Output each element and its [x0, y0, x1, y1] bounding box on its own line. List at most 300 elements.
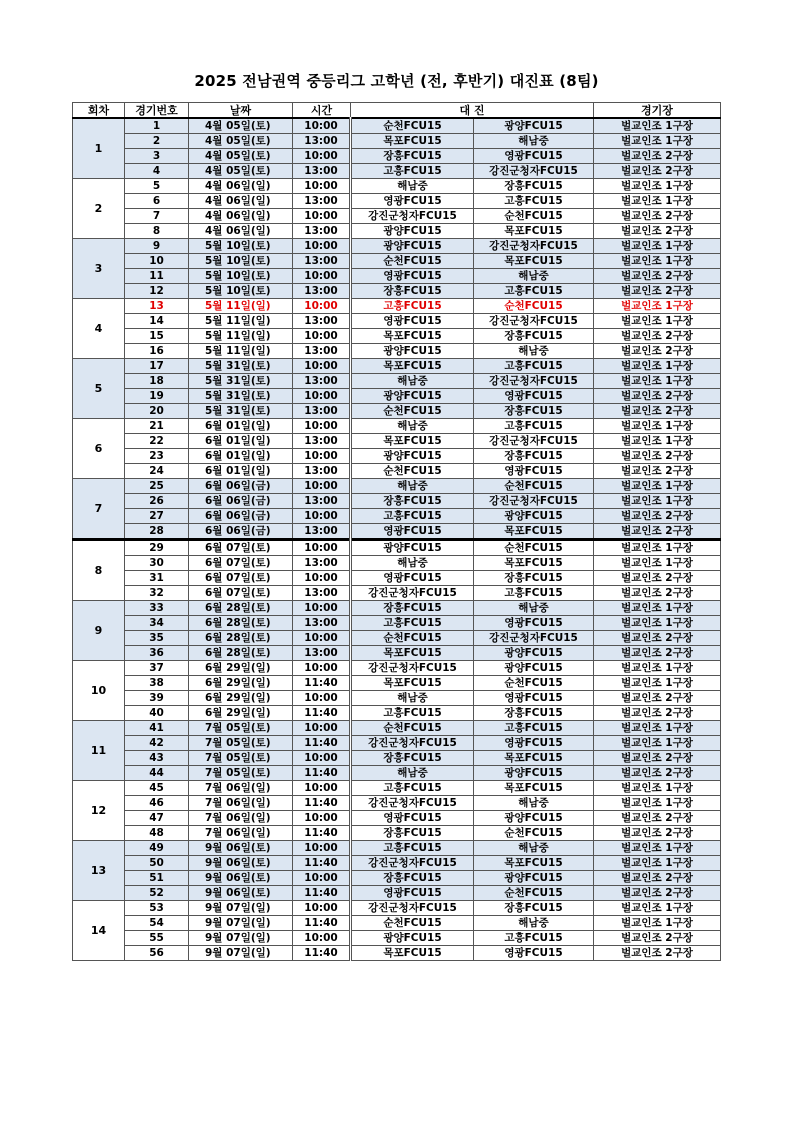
table-row: [73, 524, 721, 540]
date-cell: 5월 31일(토): [189, 404, 293, 419]
game-no-cell: 46: [125, 796, 189, 811]
venue-cell: 벌교인조 2구장: [594, 766, 721, 781]
venue-cell: 벌교인조 2구장: [594, 524, 721, 540]
time-cell: 10:00: [293, 509, 351, 524]
table-row: [73, 856, 721, 871]
table-row: [73, 901, 721, 916]
game-no-cell: 11: [125, 269, 189, 284]
venue-cell: 벌교인조 2구장: [594, 586, 721, 601]
date-cell: 4월 05일(토): [189, 149, 293, 164]
team-away-cell: 영광FCU15: [474, 149, 594, 164]
time-cell: 13:00: [293, 254, 351, 269]
header-match: 대 진: [351, 103, 594, 119]
table-row: [73, 509, 721, 524]
header-time: 시간: [293, 103, 351, 119]
team-home-cell: 고흥FCU15: [351, 164, 474, 179]
team-home-cell: 영광FCU15: [351, 314, 474, 329]
team-home-cell: 강진군청자FCU15: [351, 796, 474, 811]
time-cell: 10:00: [293, 721, 351, 736]
game-no-cell: 25: [125, 479, 189, 494]
team-home-cell: 고흥FCU15: [351, 841, 474, 856]
time-cell: 11:40: [293, 856, 351, 871]
date-cell: 6월 01일(일): [189, 419, 293, 434]
venue-cell: 벌교인조 2구장: [594, 209, 721, 224]
date-cell: 6월 29일(일): [189, 661, 293, 676]
time-cell: 10:00: [293, 601, 351, 616]
date-cell: 5월 11일(일): [189, 329, 293, 344]
date-cell: 4월 05일(토): [189, 118, 293, 134]
venue-cell: 벌교인조 1구장: [594, 419, 721, 434]
date-cell: 9월 07일(일): [189, 901, 293, 916]
header-venue: 경기장: [594, 103, 721, 119]
header-date: 날짜: [189, 103, 293, 119]
team-home-cell: 순천FCU15: [351, 721, 474, 736]
team-home-cell: 해남중: [351, 374, 474, 389]
time-cell: 13:00: [293, 434, 351, 449]
game-no-cell: 3: [125, 149, 189, 164]
venue-cell: 벌교인조 1구장: [594, 179, 721, 194]
venue-cell: 벌교인조 2구장: [594, 389, 721, 404]
table-row: [73, 886, 721, 901]
date-cell: 7월 05일(토): [189, 736, 293, 751]
time-cell: 10:00: [293, 540, 351, 556]
table-row: [73, 556, 721, 571]
table-row: [73, 826, 721, 841]
team-home-cell: 강진군청자FCU15: [351, 209, 474, 224]
team-home-cell: 영광FCU15: [351, 524, 474, 540]
game-no-cell: 34: [125, 616, 189, 631]
time-cell: 11:40: [293, 826, 351, 841]
table-row: [73, 118, 721, 134]
game-no-cell: 47: [125, 811, 189, 826]
team-home-cell: 장흥FCU15: [351, 751, 474, 766]
date-cell: 9월 07일(일): [189, 931, 293, 946]
table-row: [73, 571, 721, 586]
date-cell: 5월 10일(토): [189, 269, 293, 284]
table-row: [73, 449, 721, 464]
table-row: [73, 284, 721, 299]
table-row: [73, 751, 721, 766]
team-home-cell: 광양FCU15: [351, 540, 474, 556]
team-away-cell: 목포FCU15: [474, 781, 594, 796]
date-cell: 5월 10일(토): [189, 239, 293, 254]
time-cell: 10:00: [293, 691, 351, 706]
team-away-cell: 장흥FCU15: [474, 404, 594, 419]
round-cell: 14: [73, 901, 125, 961]
team-away-cell: 해남중: [474, 601, 594, 616]
round-cell: 8: [73, 540, 125, 601]
date-cell: 6월 29일(일): [189, 691, 293, 706]
header-row: [73, 103, 721, 119]
header-round: 회차: [73, 103, 125, 119]
date-cell: 9월 06일(토): [189, 856, 293, 871]
game-no-cell: 22: [125, 434, 189, 449]
team-away-cell: 목포FCU15: [474, 856, 594, 871]
table-row: [73, 691, 721, 706]
team-away-cell: 영광FCU15: [474, 464, 594, 479]
table-row: [73, 796, 721, 811]
team-home-cell: 영광FCU15: [351, 886, 474, 901]
game-no-cell: 20: [125, 404, 189, 419]
team-away-cell: 강진군청자FCU15: [474, 164, 594, 179]
date-cell: 6월 06일(금): [189, 524, 293, 540]
team-away-cell: 순천FCU15: [474, 299, 594, 314]
team-home-cell: 고흥FCU15: [351, 781, 474, 796]
team-away-cell: 해남중: [474, 841, 594, 856]
venue-cell: 벌교인조 1구장: [594, 134, 721, 149]
venue-cell: 벌교인조 1구장: [594, 479, 721, 494]
team-home-cell: 영광FCU15: [351, 571, 474, 586]
venue-cell: 벌교인조 2구장: [594, 164, 721, 179]
date-cell: 9월 06일(토): [189, 841, 293, 856]
game-no-cell: 21: [125, 419, 189, 434]
game-no-cell: 31: [125, 571, 189, 586]
team-home-cell: 순천FCU15: [351, 464, 474, 479]
team-away-cell: 목포FCU15: [474, 224, 594, 239]
team-home-cell: 광양FCU15: [351, 931, 474, 946]
game-no-cell: 16: [125, 344, 189, 359]
table-row: [73, 134, 721, 149]
team-away-cell: 고흥FCU15: [474, 359, 594, 374]
game-no-cell: 19: [125, 389, 189, 404]
team-home-cell: 해남중: [351, 179, 474, 194]
team-home-cell: 장흥FCU15: [351, 494, 474, 509]
date-cell: 6월 29일(일): [189, 676, 293, 691]
date-cell: 6월 28일(토): [189, 616, 293, 631]
table-row: [73, 736, 721, 751]
venue-cell: 벌교인조 2구장: [594, 344, 721, 359]
time-cell: 11:40: [293, 676, 351, 691]
game-no-cell: 33: [125, 601, 189, 616]
venue-cell: 벌교인조 1구장: [594, 374, 721, 389]
team-away-cell: 순천FCU15: [474, 479, 594, 494]
team-away-cell: 장흥FCU15: [474, 901, 594, 916]
time-cell: 10:00: [293, 118, 351, 134]
schedule-table: [72, 102, 721, 961]
team-home-cell: 해남중: [351, 479, 474, 494]
time-cell: 10:00: [293, 179, 351, 194]
team-home-cell: 고흥FCU15: [351, 509, 474, 524]
team-away-cell: 광양FCU15: [474, 766, 594, 781]
venue-cell: 벌교인조 2구장: [594, 329, 721, 344]
date-cell: 6월 01일(일): [189, 464, 293, 479]
table-row: [73, 329, 721, 344]
time-cell: 10:00: [293, 811, 351, 826]
table-row: [73, 931, 721, 946]
venue-cell: 벌교인조 1구장: [594, 494, 721, 509]
team-home-cell: 고흥FCU15: [351, 616, 474, 631]
time-cell: 10:00: [293, 781, 351, 796]
time-cell: 13:00: [293, 314, 351, 329]
game-no-cell: 54: [125, 916, 189, 931]
table-row: [73, 601, 721, 616]
date-cell: 9월 07일(일): [189, 946, 293, 961]
game-no-cell: 56: [125, 946, 189, 961]
game-no-cell: 50: [125, 856, 189, 871]
venue-cell: 벌교인조 1구장: [594, 434, 721, 449]
team-away-cell: 영광FCU15: [474, 736, 594, 751]
game-no-cell: 24: [125, 464, 189, 479]
team-away-cell: 해남중: [474, 344, 594, 359]
header-game-no: 경기번호: [125, 103, 189, 119]
date-cell: 5월 10일(토): [189, 254, 293, 269]
table-row: [73, 706, 721, 721]
time-cell: 10:00: [293, 419, 351, 434]
table-row: [73, 299, 721, 314]
date-cell: 5월 11일(일): [189, 344, 293, 359]
game-no-cell: 9: [125, 239, 189, 254]
team-home-cell: 해남중: [351, 419, 474, 434]
team-away-cell: 순천FCU15: [474, 209, 594, 224]
venue-cell: 벌교인조 1구장: [594, 616, 721, 631]
time-cell: 13:00: [293, 616, 351, 631]
round-cell: 2: [73, 179, 125, 239]
date-cell: 4월 05일(토): [189, 164, 293, 179]
team-home-cell: 순천FCU15: [351, 916, 474, 931]
table-row: [73, 631, 721, 646]
table-row: [73, 916, 721, 931]
team-away-cell: 영광FCU15: [474, 946, 594, 961]
date-cell: 7월 05일(토): [189, 751, 293, 766]
date-cell: 5월 31일(토): [189, 374, 293, 389]
time-cell: 13:00: [293, 164, 351, 179]
team-home-cell: 장흥FCU15: [351, 826, 474, 841]
date-cell: 6월 07일(토): [189, 571, 293, 586]
team-away-cell: 영광FCU15: [474, 691, 594, 706]
venue-cell: 벌교인조 1구장: [594, 540, 721, 556]
team-home-cell: 장흥FCU15: [351, 871, 474, 886]
time-cell: 10:00: [293, 299, 351, 314]
venue-cell: 벌교인조 2구장: [594, 224, 721, 239]
table-row: [73, 781, 721, 796]
team-home-cell: 순천FCU15: [351, 118, 474, 134]
team-home-cell: 순천FCU15: [351, 631, 474, 646]
table-row: [73, 676, 721, 691]
team-home-cell: 목포FCU15: [351, 329, 474, 344]
team-home-cell: 장흥FCU15: [351, 284, 474, 299]
game-no-cell: 45: [125, 781, 189, 796]
team-away-cell: 광양FCU15: [474, 811, 594, 826]
time-cell: 13:00: [293, 134, 351, 149]
time-cell: 10:00: [293, 571, 351, 586]
game-no-cell: 15: [125, 329, 189, 344]
game-no-cell: 14: [125, 314, 189, 329]
game-no-cell: 51: [125, 871, 189, 886]
venue-cell: 벌교인조 2구장: [594, 751, 721, 766]
game-no-cell: 42: [125, 736, 189, 751]
round-cell: 9: [73, 601, 125, 661]
time-cell: 11:40: [293, 946, 351, 961]
date-cell: 5월 31일(토): [189, 359, 293, 374]
venue-cell: 벌교인조 2구장: [594, 871, 721, 886]
table-row: [73, 344, 721, 359]
date-cell: 4월 06일(일): [189, 179, 293, 194]
table-row: [73, 314, 721, 329]
page-title: 2025 전남권역 중등리그 고학년 (전, 후반기) 대진표 (8팀): [194, 72, 599, 90]
date-cell: 7월 05일(토): [189, 766, 293, 781]
venue-cell: 벌교인조 1구장: [594, 299, 721, 314]
time-cell: 11:40: [293, 706, 351, 721]
time-cell: 10:00: [293, 209, 351, 224]
team-away-cell: 강진군청자FCU15: [474, 239, 594, 254]
team-home-cell: 목포FCU15: [351, 946, 474, 961]
team-home-cell: 해남중: [351, 556, 474, 571]
time-cell: 11:40: [293, 886, 351, 901]
game-no-cell: 5: [125, 179, 189, 194]
team-away-cell: 강진군청자FCU15: [474, 434, 594, 449]
venue-cell: 벌교인조 2구장: [594, 946, 721, 961]
game-no-cell: 12: [125, 284, 189, 299]
time-cell: 10:00: [293, 661, 351, 676]
game-no-cell: 1: [125, 118, 189, 134]
game-no-cell: 18: [125, 374, 189, 389]
round-cell: 10: [73, 661, 125, 721]
team-home-cell: 광양FCU15: [351, 344, 474, 359]
venue-cell: 벌교인조 1구장: [594, 901, 721, 916]
table-row: [73, 841, 721, 856]
table-row: [73, 586, 721, 601]
time-cell: 10:00: [293, 329, 351, 344]
team-away-cell: 장흥FCU15: [474, 706, 594, 721]
venue-cell: 벌교인조 2구장: [594, 509, 721, 524]
venue-cell: 벌교인조 2구장: [594, 571, 721, 586]
date-cell: 6월 28일(토): [189, 631, 293, 646]
round-cell: 12: [73, 781, 125, 841]
table-row: [73, 239, 721, 254]
venue-cell: 벌교인조 2구장: [594, 404, 721, 419]
table-row: [73, 766, 721, 781]
venue-cell: 벌교인조 2구장: [594, 464, 721, 479]
date-cell: 5월 31일(토): [189, 389, 293, 404]
time-cell: 11:40: [293, 766, 351, 781]
team-home-cell: 광양FCU15: [351, 449, 474, 464]
team-home-cell: 목포FCU15: [351, 434, 474, 449]
game-no-cell: 30: [125, 556, 189, 571]
date-cell: 9월 07일(일): [189, 916, 293, 931]
team-away-cell: 장흥FCU15: [474, 179, 594, 194]
table-row: [73, 359, 721, 374]
team-away-cell: 장흥FCU15: [474, 329, 594, 344]
time-cell: 10:00: [293, 631, 351, 646]
team-away-cell: 해남중: [474, 269, 594, 284]
date-cell: 6월 07일(토): [189, 586, 293, 601]
time-cell: 13:00: [293, 464, 351, 479]
date-cell: 7월 06일(일): [189, 796, 293, 811]
venue-cell: 벌교인조 1구장: [594, 254, 721, 269]
team-home-cell: 목포FCU15: [351, 676, 474, 691]
game-no-cell: 32: [125, 586, 189, 601]
team-away-cell: 광양FCU15: [474, 661, 594, 676]
venue-cell: 벌교인조 2구장: [594, 811, 721, 826]
team-home-cell: 광양FCU15: [351, 239, 474, 254]
date-cell: 6월 07일(토): [189, 556, 293, 571]
table-row: [73, 946, 721, 961]
team-away-cell: 강진군청자FCU15: [474, 494, 594, 509]
game-no-cell: 28: [125, 524, 189, 540]
round-cell: 3: [73, 239, 125, 299]
team-away-cell: 해남중: [474, 796, 594, 811]
time-cell: 13:00: [293, 556, 351, 571]
game-no-cell: 8: [125, 224, 189, 239]
date-cell: 9월 06일(토): [189, 886, 293, 901]
team-away-cell: 광양FCU15: [474, 646, 594, 661]
venue-cell: 벌교인조 1구장: [594, 314, 721, 329]
date-cell: 5월 10일(토): [189, 284, 293, 299]
team-home-cell: 해남중: [351, 766, 474, 781]
team-away-cell: 해남중: [474, 916, 594, 931]
team-away-cell: 장흥FCU15: [474, 449, 594, 464]
time-cell: 13:00: [293, 494, 351, 509]
team-home-cell: 목포FCU15: [351, 134, 474, 149]
team-home-cell: 광양FCU15: [351, 389, 474, 404]
venue-cell: 벌교인조 2구장: [594, 931, 721, 946]
table-row: [73, 404, 721, 419]
team-away-cell: 순천FCU15: [474, 826, 594, 841]
venue-cell: 벌교인조 1구장: [594, 601, 721, 616]
team-away-cell: 순천FCU15: [474, 540, 594, 556]
venue-cell: 벌교인조 1구장: [594, 856, 721, 871]
game-no-cell: 38: [125, 676, 189, 691]
date-cell: 6월 29일(일): [189, 706, 293, 721]
table-row: [73, 464, 721, 479]
team-away-cell: 고흥FCU15: [474, 419, 594, 434]
time-cell: 13:00: [293, 194, 351, 209]
venue-cell: 벌교인조 1구장: [594, 556, 721, 571]
round-cell: 1: [73, 118, 125, 179]
team-away-cell: 영광FCU15: [474, 389, 594, 404]
team-home-cell: 장흥FCU15: [351, 149, 474, 164]
table-row: [73, 540, 721, 556]
time-cell: 13:00: [293, 374, 351, 389]
date-cell: 6월 06일(금): [189, 479, 293, 494]
game-no-cell: 17: [125, 359, 189, 374]
table-row: [73, 149, 721, 164]
round-cell: 11: [73, 721, 125, 781]
table-row: [73, 164, 721, 179]
table-row: [73, 434, 721, 449]
team-home-cell: 순천FCU15: [351, 404, 474, 419]
venue-cell: 벌교인조 2구장: [594, 449, 721, 464]
game-no-cell: 53: [125, 901, 189, 916]
date-cell: 7월 05일(토): [189, 721, 293, 736]
table-row: [73, 389, 721, 404]
table-row: [73, 721, 721, 736]
table-row: [73, 616, 721, 631]
table-row: [73, 209, 721, 224]
game-no-cell: 39: [125, 691, 189, 706]
time-cell: 11:40: [293, 736, 351, 751]
team-away-cell: 광양FCU15: [474, 871, 594, 886]
round-cell: 6: [73, 419, 125, 479]
venue-cell: 벌교인조 1구장: [594, 796, 721, 811]
game-no-cell: 52: [125, 886, 189, 901]
team-home-cell: 고흥FCU15: [351, 706, 474, 721]
date-cell: 5월 11일(일): [189, 299, 293, 314]
time-cell: 10:00: [293, 751, 351, 766]
venue-cell: 벌교인조 1구장: [594, 841, 721, 856]
team-home-cell: 해남중: [351, 691, 474, 706]
game-no-cell: 2: [125, 134, 189, 149]
team-away-cell: 목포FCU15: [474, 524, 594, 540]
time-cell: 10:00: [293, 449, 351, 464]
venue-cell: 벌교인조 2구장: [594, 886, 721, 901]
game-no-cell: 49: [125, 841, 189, 856]
team-away-cell: 목포FCU15: [474, 254, 594, 269]
venue-cell: 벌교인조 2구장: [594, 826, 721, 841]
venue-cell: 벌교인조 1구장: [594, 239, 721, 254]
game-no-cell: 13: [125, 299, 189, 314]
venue-cell: 벌교인조 1구장: [594, 916, 721, 931]
